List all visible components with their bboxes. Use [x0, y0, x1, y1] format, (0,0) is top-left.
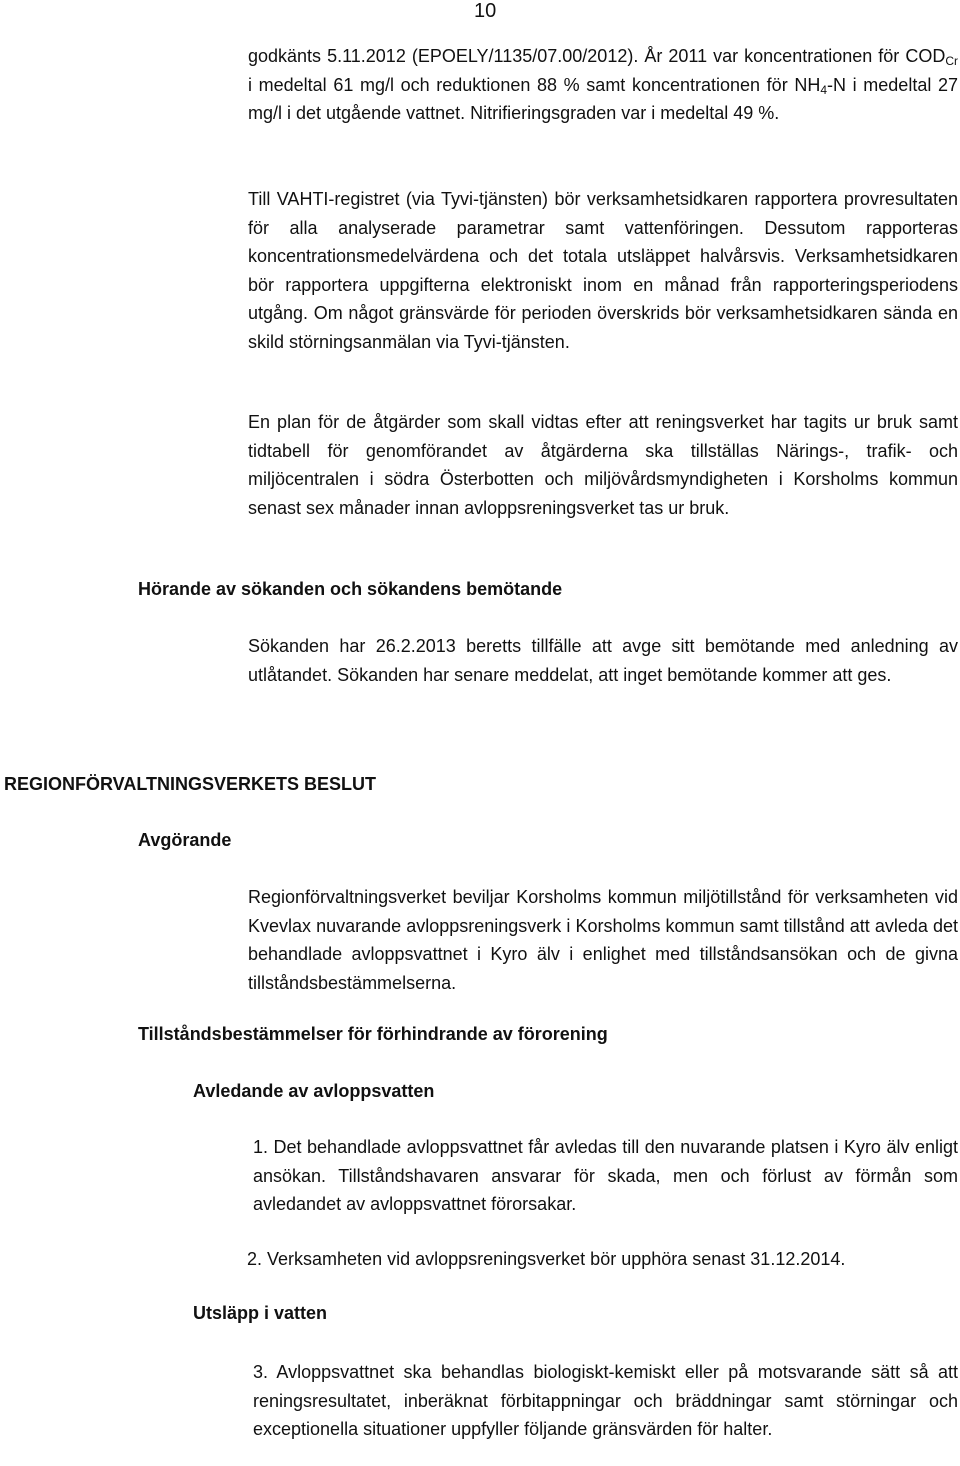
nh4-subscript: 4	[820, 82, 828, 97]
cod-subscript: Cr	[945, 54, 958, 68]
provision-2: 2. Verksamheten vid avloppsreningsverket bör upphöra senast 31.12.2014.	[247, 1249, 846, 1269]
paragraph-decision: Regionförvaltningsverket beviljar Korsholms kommun miljötillstånd för verksamheten vid Kvevlax nuvarande avloppsreningsverk i Korsholms kommun samt tillstånd att avleda det behandlade avloppsvattnet i Kyro älv i enlighet med tillståndsansökan och de givna tillståndsbestämmelserna.	[248, 887, 958, 993]
heading-tillstandsbestammelser: Tillståndsbestämmelser för förhindrande av förorening	[138, 1024, 608, 1044]
heading-utslapp: Utsläpp i vatten	[193, 1303, 328, 1323]
paragraph-cod-results	[248, 42, 958, 128]
paragraph-applicant-response: Sökanden har 26.2.2013 beretts tillfälle att avge sitt bemötande med anledning av utlåtandet. Sökanden har senare meddelat, att inget bemötande kommer att ges.	[248, 636, 958, 685]
paragraph-closure-plan: En plan för de åtgärder som skall vidtas efter att reningsverket har tagits ur bruk samt tidtabell för genomförandet av åtgärderna ska tillställas Närings-, trafik- och miljöcentralen i södra Österbotten och miljövårdsmyndigheten i Korsholms kommun senast sex månader innan avloppsreningsverket tas ur bruk.	[248, 412, 958, 518]
paragraph-vahti-reporting: Till VAHTI-registret (via Tyvi-tjänsten) bör verksamhetsidkaren rapportera provresultaten för alla analyserade parametrar samt vattenföringen. Dessutom rapporteras koncentrationsmedelvärdena och det totala utsläppet halvårsvis. Verksamhetsidkaren bör rapportera uppgifterna elektroniskt inom en månad från rapporteringsperiodens utgång. Om något gränsvärde för perioden överskrids bör verksamhetsidkaren sända en skild störningsanmälan via Tyvi-tjänsten.	[248, 189, 958, 352]
page-number: 10	[474, 0, 497, 22]
nh4-text: i medeltal 61 mg/l och reduktionen 88 % samt koncentrationen för NH	[248, 74, 821, 95]
nitrification-text: -N i medeltal 27 mg/l i det utgående vattnet. Nitrifieringsgraden var i medeltal 49 %.	[248, 74, 958, 124]
heading-avgorande: Avgörande	[138, 830, 232, 850]
heading-avledande: Avledande av avloppsvatten	[193, 1081, 435, 1101]
heading-beslut: REGIONFÖRVALTNINGSVERKETS BESLUT	[4, 774, 377, 794]
cod-text-start: godkänts 5.11.2012 (EPOELY/1135/07.00/2012). År 2011 var koncentrationen för COD	[248, 46, 946, 66]
provision-3: 3. Avloppsvattnet ska behandlas biologiskt-kemiskt eller på motsvarande sätt så att reningsresultatet, inberäknat förbitappningar och bräddningar samt störningar och exceptionella situationer uppfyller följande gränsvärden för halter.	[253, 1362, 958, 1440]
provision-1: 1. Det behandlade avloppsvattnet får avledas till den nuvarande platsen i Kyro älv enligt ansökan. Tillståndshavaren ansvarar för skada, men och förlust av förmån som avledandet av avloppsvattnet förorsakar.	[253, 1137, 958, 1215]
heading-horande: Hörande av sökanden och sökandens bemötande	[138, 579, 563, 599]
